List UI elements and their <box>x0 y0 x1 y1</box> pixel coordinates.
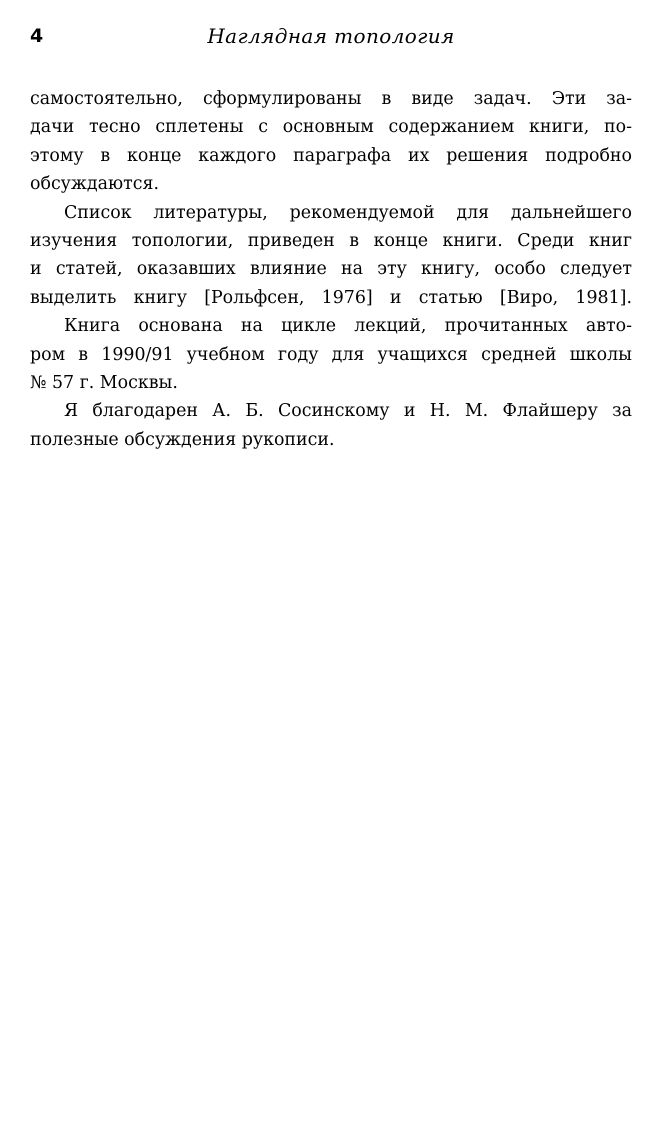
text-line: № 57 г. Москвы. <box>30 373 178 394</box>
page-header <box>30 22 632 50</box>
text-line: и статей, оказавших влияние на эту книгу, особо следует <box>30 259 632 280</box>
text-line: полезные обсуждения рукописи. <box>30 429 335 450</box>
running-title: Наглядная топология <box>207 24 455 48</box>
body-text <box>30 85 632 454</box>
paragraph <box>30 397 632 454</box>
text-line: выделить книгу [Рольфсен, 1976] и статью [Виро, 1981]. <box>30 287 632 308</box>
paragraph <box>30 312 632 397</box>
text-line: ром в 1990/91 учебном году для учащихся средней школы <box>30 344 632 365</box>
text-line: этому в конце каждого параграфа их решения подробно <box>30 145 632 166</box>
paragraph <box>30 199 632 313</box>
text-line: обсуждаются. <box>30 174 159 195</box>
page-number: 4 <box>30 25 44 47</box>
text-line: самостоятельно, сформулированы в виде задач. Эти за- <box>30 89 632 109</box>
text-line: дачи тесно сплетены с основным содержанием книги, по- <box>30 117 632 138</box>
paragraph <box>30 85 632 199</box>
text-line: Я благодарен А. Б. Сосинскому и Н. М. Флайшеру за <box>64 401 632 422</box>
text-line: Книга основана на цикле лекций, прочитанных авто- <box>64 316 632 337</box>
text-line: Список литературы, рекомендуемой для дальнейшего <box>64 202 632 223</box>
text-line: изучения топологии, приведен в конце книги. Среди книг <box>30 231 632 252</box>
